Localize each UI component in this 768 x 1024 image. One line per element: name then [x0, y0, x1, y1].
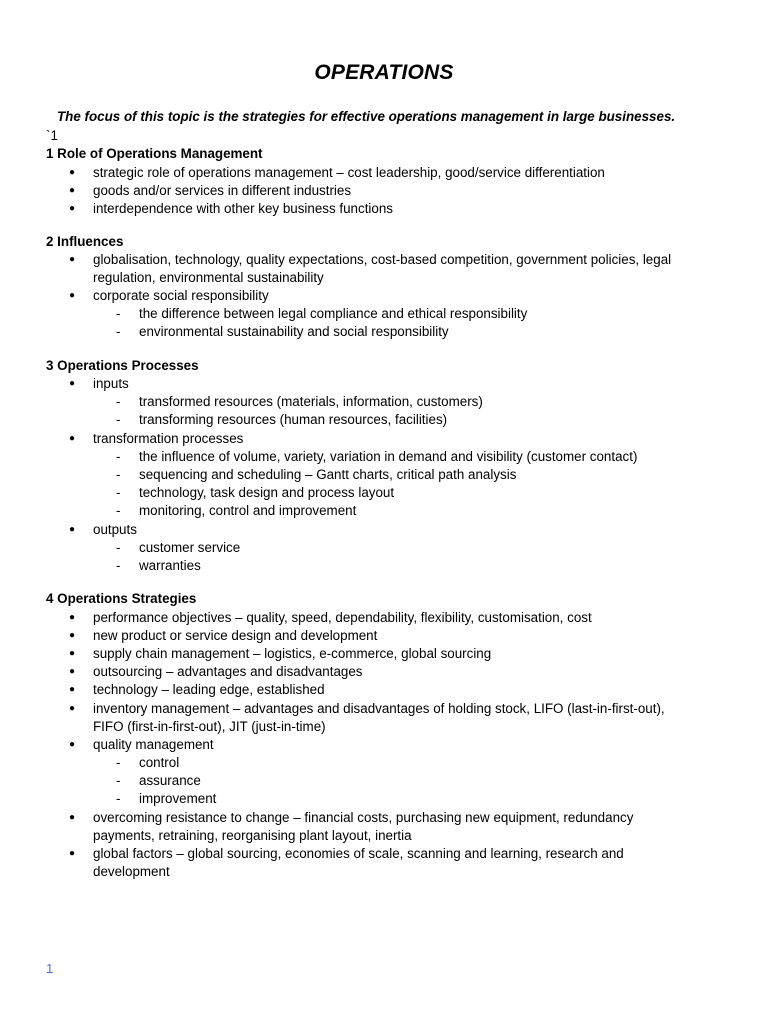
- bullet-item: ● inputs: [93, 375, 129, 393]
- footnote-mark: `1: [46, 128, 58, 143]
- bullet-item-continuation: development: [93, 864, 170, 879]
- bullet-item: ● quality management: [93, 736, 214, 754]
- focus-statement: The focus of this topic is the strategies for effective operations management in large businesses.: [57, 109, 676, 124]
- bullet-item: ● technology – leading edge, established: [93, 681, 325, 699]
- sub-item: - the influence of volume, variety, variation in demand and visibility (customer contact): [139, 448, 637, 466]
- section-heading-role: 1 Role of Operations Management: [46, 146, 263, 161]
- bullet-item: ● interdependence with other key business functions: [93, 200, 393, 218]
- bullet-item: ● global factors – global sourcing, economies of scale, scanning and learning, research and: [93, 845, 624, 863]
- sub-item: - transformed resources (materials, information, customers): [139, 393, 483, 411]
- bullet-item: ● transformation processes: [93, 430, 243, 448]
- bullet-item: ● outsourcing – advantages and disadvantages: [93, 663, 363, 681]
- sub-item: - warranties: [139, 557, 201, 575]
- sub-item: - monitoring, control and improvement: [139, 502, 356, 520]
- bullet-item: ● corporate social responsibility: [93, 287, 269, 305]
- bullet-item-continuation: regulation, environmental sustainability: [93, 270, 324, 285]
- bullet-item: ● overcoming resistance to change – financial costs, purchasing new equipment, redundancy: [93, 809, 633, 827]
- sub-item: - environmental sustainability and social responsibility: [139, 323, 449, 341]
- section-heading-strategies: 4 Operations Strategies: [46, 591, 197, 606]
- sub-item: - improvement: [139, 790, 216, 808]
- bullet-item: ● outputs: [93, 521, 137, 539]
- bullet-item: ● strategic role of operations management – cost leadership, good/service differentiation: [93, 164, 605, 182]
- page-number-link[interactable]: 1: [46, 961, 54, 976]
- sub-item: - customer service: [139, 539, 240, 557]
- sub-item: - control: [139, 754, 179, 772]
- bullet-item: ● performance objectives – quality, speed, dependability, flexibility, customisation, cost: [93, 609, 592, 627]
- bullet-item-continuation: FIFO (first-in-first-out), JIT (just-in-time): [93, 719, 326, 734]
- sub-item: - transforming resources (human resources, facilities): [139, 411, 447, 429]
- sub-item: - technology, task design and process layout: [139, 484, 394, 502]
- sub-item: - assurance: [139, 772, 201, 790]
- bullet-item: ● globalisation, technology, quality expectations, cost-based competition, government policies, legal: [93, 251, 671, 269]
- section-heading-processes: 3 Operations Processes: [46, 358, 199, 373]
- bullet-item: ● goods and/or services in different industries: [93, 182, 351, 200]
- section-heading-influences: 2 Influences: [46, 234, 124, 249]
- sub-item: - sequencing and scheduling – Gantt charts, critical path analysis: [139, 466, 516, 484]
- sub-item: - the difference between legal compliance and ethical responsibility: [139, 305, 527, 323]
- bullet-item: ● inventory management – advantages and disadvantages of holding stock, LIFO (last-in-first-out),: [93, 700, 665, 718]
- document-title: OPERATIONS: [314, 61, 454, 84]
- bullet-item-continuation: payments, retraining, reorganising plant layout, inertia: [93, 828, 412, 843]
- bullet-item: ● supply chain management – logistics, e-commerce, global sourcing: [93, 645, 491, 663]
- bullet-item: ● new product or service design and development: [93, 627, 377, 645]
